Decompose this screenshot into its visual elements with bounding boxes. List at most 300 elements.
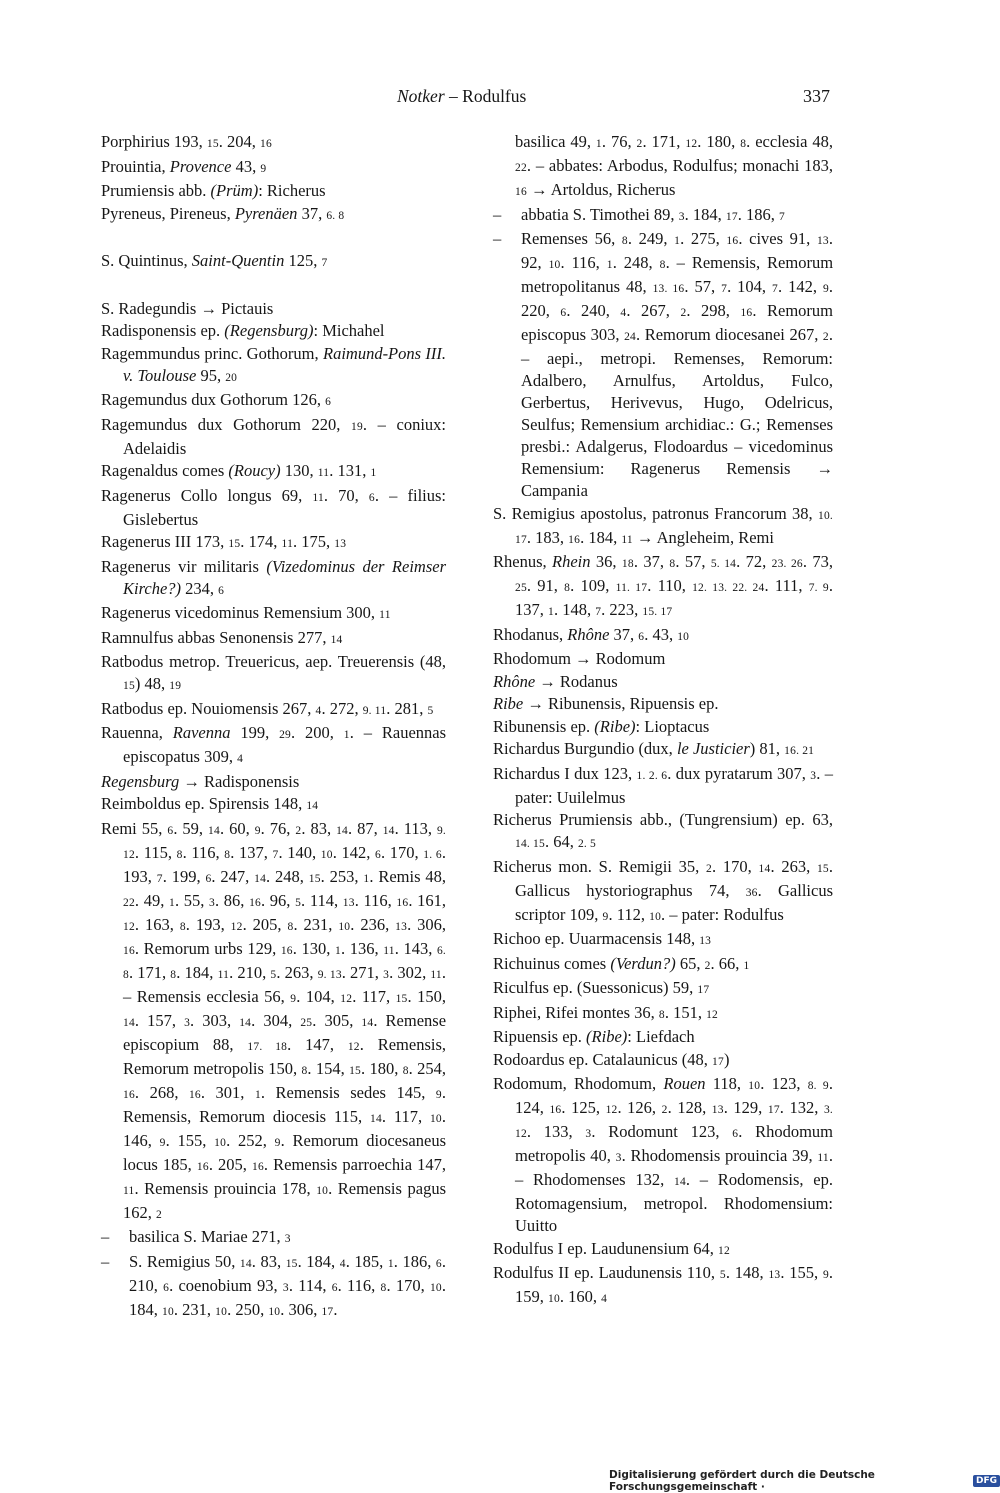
entry-text: Richardus I dux 123, — [493, 763, 637, 783]
line-ref: 11 — [123, 1184, 135, 1197]
line-ref: 11 — [217, 968, 230, 981]
entry-text: . 252, — [226, 1130, 275, 1150]
line-ref: 17 — [767, 1104, 780, 1116]
section-gap — [101, 275, 446, 298]
line-ref: 10 — [214, 1136, 227, 1149]
entry-text: . 263, — [770, 856, 817, 876]
line-ref: 1 — [743, 959, 750, 972]
line-ref: 2 — [661, 1104, 668, 1116]
entry-text: . Remense episcopium 88, — [123, 1010, 447, 1054]
entry-text: . ecclesia 48, — [746, 132, 834, 151]
line-ref: 16. 21 — [784, 745, 815, 757]
entry-text: . 275, — [680, 229, 727, 248]
line-ref: 17 — [712, 1055, 724, 1068]
entry-text: : Liefdach — [627, 1027, 695, 1046]
entry-text: 199, — [230, 723, 280, 742]
line-ref: 25 — [300, 1016, 313, 1029]
index-entry — [101, 156, 446, 180]
entry-text: Ramnulfus abbas Senonensis 277, — [101, 627, 331, 647]
entry-text: . 83, — [251, 1251, 286, 1271]
line-ref: 16 — [260, 138, 272, 150]
entry-text: : Richerus — [258, 181, 326, 200]
line-ref: 18 — [621, 558, 634, 570]
entry-text: . 129, — [723, 1098, 768, 1117]
entry-text: . 125, — [561, 1098, 606, 1117]
line-ref: 14 — [239, 1257, 252, 1270]
line-ref: 9 — [822, 1269, 829, 1281]
line-ref: 2 — [156, 1208, 162, 1221]
subentry-dash: – — [493, 204, 502, 224]
line-ref: 14 — [370, 1112, 382, 1125]
line-ref: 11 — [281, 538, 294, 550]
entry-text: Remi 55, — [101, 818, 168, 838]
line-ref: 1 — [548, 606, 554, 618]
entry-text: Pyreneus, Pireneus, — [101, 203, 235, 223]
entry-text: . 249, — [627, 229, 675, 248]
entry-text: . 142, — [777, 277, 823, 296]
entry-text: . Gallicus hystoriographus 74, — [515, 856, 833, 900]
entry-text: . 130, — [292, 938, 336, 958]
line-ref: 15 — [349, 1064, 362, 1077]
entry-text: Richerus mon. S. Remigii 35, — [493, 856, 707, 876]
entry-text: . 180, — [361, 1058, 403, 1078]
entry-text: . 272, — [321, 698, 363, 718]
line-ref: 7 — [156, 872, 163, 885]
entry-text: . 253, — [320, 866, 364, 886]
entry-text: . 305, — [312, 1010, 362, 1030]
entry-text: . 123, — [760, 1074, 808, 1093]
entry-text: S. Radegundis → Pictauis — [101, 298, 274, 318]
line-ref: 10 — [162, 1305, 174, 1318]
entry-text: . 57, — [675, 552, 711, 571]
line-ref: 2 — [706, 862, 712, 875]
line-ref: 8. 9 — [807, 1080, 829, 1092]
line-ref: 16 — [249, 896, 261, 909]
index-entry — [101, 602, 446, 626]
line-ref: 16 — [568, 533, 581, 546]
index-entry — [493, 856, 833, 928]
line-ref: 8 — [170, 968, 177, 981]
entry-text: . 117, — [381, 1106, 430, 1126]
line-ref: 13 — [342, 896, 355, 909]
line-ref: 4 — [237, 753, 244, 765]
line-ref: 1 — [595, 138, 602, 150]
dfg-logo-icon: DFG — [973, 1475, 1000, 1487]
section-gap — [101, 227, 446, 250]
entry-text: Richerus Prumiensis abb., (Tungrensium) ep. 63, — [493, 810, 833, 829]
entry-text: . 70, — [323, 485, 369, 505]
entry-text: Ripuensis ep. — [493, 1027, 587, 1046]
line-ref: 9 — [822, 283, 829, 295]
modern-name: Pyrenäen — [234, 203, 298, 223]
line-ref: 10 — [649, 910, 662, 923]
line-ref: 13 — [334, 538, 347, 550]
entry-text: . 76, — [260, 818, 296, 838]
entry-text: . 140, — [278, 842, 321, 862]
entry-text: . 96, — [261, 890, 296, 910]
entry-text: . 148, — [725, 1263, 769, 1282]
entry-text: → Ribunensis, Ripuensis ep. — [523, 694, 719, 713]
index-entry — [101, 250, 446, 274]
line-ref: 10 — [268, 1305, 281, 1318]
index-entry — [493, 503, 833, 551]
entry-text: . coenobium 93, — [169, 1275, 283, 1295]
line-ref: 1 — [606, 259, 613, 271]
modern-name: Ravenna — [172, 723, 231, 742]
index-entry — [101, 131, 446, 155]
line-ref: 10 — [429, 1112, 442, 1125]
modern-name: (Roucy) — [228, 461, 281, 480]
entry-text: 37, — [609, 624, 639, 644]
index-entry — [493, 1026, 833, 1048]
page-number: 337 — [803, 86, 830, 106]
index-entry — [101, 793, 446, 817]
entry-text: . 155, — [780, 1263, 823, 1282]
index-entry — [493, 738, 833, 762]
modern-name: Ribe — [493, 694, 524, 713]
entry-text: Reimboldus ep. Spirensis 148, — [101, 794, 307, 813]
entry-text: : Michahel — [313, 321, 385, 340]
line-ref: 6 — [732, 1128, 739, 1140]
entry-text: . 64, — [544, 832, 578, 851]
entry-text: . cives 91, — [738, 229, 817, 248]
line-ref: 2. 5 — [577, 838, 597, 850]
line-ref: 8 — [176, 848, 183, 861]
line-ref: 6 — [560, 307, 567, 319]
entry-text: Ragemundus dux Gothorum 126, — [101, 390, 326, 409]
entry-text: 130, — [280, 461, 318, 480]
entry-text: Ragenerus vicedominus Remensium 300, — [101, 603, 380, 622]
subentry-dash: – — [493, 229, 502, 248]
running-title — [397, 86, 526, 107]
index-entry — [493, 928, 833, 952]
modern-name: Rhône — [493, 671, 536, 691]
modern-name: le Justicier — [676, 739, 750, 758]
entry-text: . 184, — [580, 527, 622, 547]
line-ref: 3 — [282, 1281, 289, 1294]
entry-text: . 220, — [521, 277, 834, 320]
entry-text: 234, — [181, 578, 219, 598]
entry-text: : Lioptacus — [635, 716, 710, 736]
line-ref: 10 — [338, 920, 351, 933]
index-entry — [493, 624, 833, 648]
line-ref: 6 — [368, 491, 375, 504]
line-ref: 29 — [279, 729, 292, 741]
entry-text: ) 48, — [134, 674, 170, 693]
entry-text: . Remorum diocesanei 267, — [636, 325, 823, 344]
line-ref: 14 — [674, 1176, 686, 1188]
line-ref: 9. 11 — [362, 704, 387, 717]
entry-text: . 171, — [128, 962, 171, 982]
entry-text: . 175, — [293, 532, 335, 551]
line-ref: 11 — [383, 944, 395, 957]
line-ref: 15 — [816, 862, 829, 875]
entry-text: . – aepi., metropi. Remenses, Remorum: Adalbero, Arnulfus, Artoldus, Fulco, Gerbertus, Herivevus, Hugo, Odelricus, Seulfus; Remensium archidiac.: G.; Remenses presbi.: Adalgerus, Flodoardus – vicedominus Remensium: Ragenerus Remensis → Campania — [521, 325, 833, 500]
line-ref: 14 — [361, 1016, 374, 1029]
line-ref: 16 — [188, 1088, 201, 1101]
entry-text: Rodulfus II ep. Laudunensis 110, — [493, 1263, 720, 1282]
line-ref: 11 — [621, 533, 633, 546]
entry-text: . – Rodomensis, ep. Rotomagensium, metropol. Rhodomensium: Uuitto — [515, 1170, 833, 1235]
entry-text: . 87, — [347, 818, 383, 838]
entry-text: . 111, — [764, 576, 809, 595]
line-ref: 2 — [822, 331, 829, 343]
entry-text: . 154, — [307, 1058, 350, 1078]
line-ref: 1. 2. 6 — [636, 769, 668, 782]
line-ref: 1 — [343, 729, 350, 741]
index-entry — [493, 551, 833, 623]
entry-text: . 150, — [407, 986, 447, 1006]
entry-text: . – pater: Uuilelmus — [515, 763, 834, 807]
entry-text: 36, — [590, 552, 622, 571]
modern-name: (Vizedominus der Reimser Kirche?) — [123, 556, 446, 598]
entry-text: . 116, — [337, 1275, 381, 1295]
entry-text: Ragenerus III 173, — [101, 532, 229, 551]
entry-text: . 91, — [526, 576, 565, 595]
modern-name: Rhein — [552, 552, 591, 571]
entry-text: . 303, — [190, 1010, 240, 1030]
index-entry — [493, 716, 833, 738]
index-entry — [493, 693, 833, 715]
index-entry — [493, 953, 833, 977]
line-ref: 10 — [548, 259, 561, 271]
line-ref: 8 — [402, 1064, 409, 1077]
entry-text: . 186, — [393, 1251, 436, 1271]
index-entry — [493, 1002, 833, 1026]
entry-text: . 247, — [211, 866, 255, 886]
entry-text: Ragenerus Collo longus 69, — [101, 485, 313, 505]
entry-text: . 131, — [329, 461, 371, 480]
line-ref: 36 — [745, 886, 758, 899]
entry-text: 43, — [231, 156, 261, 176]
index-entry — [101, 460, 446, 484]
line-ref: 9 — [435, 1088, 442, 1101]
entry-text: . 200, — [291, 723, 344, 742]
entry-text: . 114, — [301, 890, 343, 910]
line-ref: 16 — [123, 1088, 135, 1101]
entry-text: . – abbates: Arbodus, Rodulfus; monachi 183, — [526, 156, 833, 175]
entry-text: . 199, — [162, 866, 206, 886]
entry-text: . Rhodomensis prouincia 39, — [621, 1146, 818, 1165]
line-ref: 15 — [123, 680, 135, 692]
line-ref: 2 — [295, 824, 302, 837]
entry-text: Rodoardus ep. Catalaunicus (48, — [493, 1049, 713, 1069]
line-ref: 15 — [206, 138, 219, 150]
running-title-author: Notker — [397, 86, 445, 106]
entry-text: . 304, — [251, 1010, 301, 1030]
line-ref: 22 — [515, 162, 527, 174]
line-ref: 9 — [260, 162, 267, 175]
line-ref: 14 — [123, 1016, 135, 1029]
index-column-left — [101, 131, 446, 1323]
line-ref: 11 — [312, 491, 324, 504]
entry-text: . 184, — [684, 204, 726, 224]
entry-text: . 113, — [394, 818, 437, 838]
entry-text: . – Rauennas episcopatus 309, — [123, 723, 447, 766]
line-ref: 12 — [230, 920, 243, 933]
line-ref: 11 — [817, 1152, 829, 1164]
line-ref: 16 — [726, 235, 739, 247]
entry-text: abbatia S. Timothei 89, — [521, 204, 679, 224]
entry-text: . 302, — [389, 962, 431, 982]
entry-text: S. Quintinus, — [101, 251, 192, 270]
entry-text: Rhodanus, — [493, 624, 568, 644]
line-ref: 8 — [301, 1064, 308, 1077]
entry-text: . 231, — [173, 1299, 216, 1319]
line-ref: 4 — [620, 307, 627, 319]
index-entry — [493, 977, 833, 1001]
entry-text: . 231, — [293, 914, 339, 934]
entry-text: . 43, — [644, 624, 678, 644]
entry-text: . Gallicus scriptor 109, — [515, 880, 833, 924]
entry-text: . – pater: Rodulfus — [661, 904, 784, 924]
entry-text: . 205, — [208, 1154, 253, 1174]
entry-text: . 248, — [612, 253, 660, 272]
entry-text: . 298, — [686, 301, 741, 320]
line-ref: 19 — [351, 420, 363, 433]
index-subentry — [101, 1251, 446, 1323]
entry-text: . 104, — [727, 277, 773, 296]
modern-name: Provence — [169, 156, 232, 176]
line-ref: 15 — [395, 992, 408, 1005]
entry-text: . 60, — [219, 818, 255, 838]
line-ref: 12 — [685, 138, 698, 150]
entry-text: . 250, — [227, 1299, 269, 1319]
entry-text: . 157, — [134, 1010, 185, 1030]
line-ref: 1 — [169, 896, 175, 909]
entry-text: 125, — [284, 251, 322, 270]
line-ref: 16 — [280, 944, 293, 957]
line-ref: 3 — [810, 769, 817, 782]
line-ref: 10 — [677, 630, 690, 643]
line-ref: 15 — [308, 872, 321, 885]
line-ref: 7 — [595, 606, 602, 618]
line-ref: 2 — [636, 138, 643, 150]
entry-text: ) 81, — [749, 739, 785, 758]
entry-text: . 268, — [134, 1082, 189, 1102]
entry-text: . dux pyratarum 307, — [667, 763, 811, 783]
index-entry — [493, 1073, 833, 1237]
line-ref: 14 — [330, 633, 343, 646]
entry-text: . 185, — [345, 1251, 388, 1271]
line-ref: 10 — [429, 1281, 442, 1294]
line-ref: 6 — [218, 584, 225, 597]
line-ref: 8 — [621, 235, 628, 247]
running-title-range: – Rodulfus — [444, 86, 527, 106]
modern-name: (Ribe) — [586, 1027, 628, 1046]
line-ref: 15 — [285, 1257, 298, 1270]
line-ref: 8 — [380, 1281, 387, 1294]
index-entry — [101, 485, 446, 531]
line-ref: 16 — [740, 307, 753, 319]
line-ref: 3. 12 — [515, 1104, 834, 1140]
index-entry — [101, 818, 446, 1226]
entry-text: Ratbodus metrop. Treuericus, aep. Treuerensis (48, — [101, 652, 446, 671]
entry-text: → Artoldus, Richerus — [526, 180, 676, 199]
line-ref: 8 — [564, 582, 571, 594]
line-ref: 9 — [254, 824, 261, 837]
entry-text: . 115, — [134, 842, 177, 862]
entry-text: Ragemundus dux Gothorum 220, — [101, 414, 352, 434]
line-ref: 5. 14 — [710, 558, 737, 570]
line-ref: 6 — [167, 824, 174, 837]
line-ref: 10 — [320, 848, 333, 861]
line-ref: 1 — [674, 235, 681, 247]
entry-text: . Remensis pagus 162, — [123, 1178, 446, 1222]
line-ref: 4 — [315, 704, 322, 717]
line-ref: 6 — [435, 1257, 442, 1270]
line-ref: 7 — [272, 848, 279, 861]
entry-text: . 210, — [129, 1251, 446, 1295]
entry-text: . 73, — [802, 552, 833, 571]
entry-text: . Remensis parroechia 147, — [263, 1154, 446, 1174]
line-ref: 14 — [208, 824, 220, 837]
entry-text: . 110, — [647, 576, 693, 595]
entry-text: 118, — [705, 1074, 749, 1093]
entry-text: . 114, — [288, 1275, 332, 1295]
entry-text: Radisponensis ep. — [101, 321, 225, 340]
line-ref: 6 — [325, 396, 332, 408]
line-ref: 16 — [196, 1160, 209, 1173]
entry-text: . – Remensis ecclesia 56, — [123, 962, 447, 1006]
entry-text: . Remis 48, — [369, 866, 447, 886]
entry-text: . 306, — [407, 914, 447, 934]
modern-name: Raimund-Pons III. v. Toulouse — [123, 343, 446, 385]
entry-text: . 306, — [280, 1299, 322, 1319]
line-ref: 1 — [254, 1088, 261, 1101]
entry-text: . 66, — [710, 953, 744, 973]
index-entry — [493, 648, 833, 670]
line-ref: 11 — [430, 968, 442, 981]
entry-text: . Remensis prouincia 178, — [134, 1178, 317, 1198]
entry-text: . 159, — [515, 1263, 834, 1306]
entry-text: . 72, — [736, 552, 772, 571]
line-ref: 5 — [295, 896, 302, 909]
index-entry — [101, 531, 446, 555]
line-ref: 14 — [382, 824, 395, 837]
entry-text: Rodomum, Rhodomum, — [493, 1074, 664, 1093]
entry-text: Ribunensis ep. — [493, 716, 595, 736]
entry-text: → Rodanus — [535, 671, 618, 691]
entry-text: . 183, — [526, 527, 569, 547]
line-ref: 2 — [680, 307, 687, 319]
entry-text: . 193, — [185, 914, 231, 934]
entry-text: Richoo ep. Uuarmacensis 148, — [493, 929, 700, 948]
entry-text: . 174, — [240, 532, 282, 551]
entry-text: . — [333, 1299, 338, 1319]
line-ref: 6 — [375, 848, 381, 861]
index-entry — [101, 180, 446, 202]
entry-text: Ratbodus ep. Nouiomensis 267, — [101, 698, 316, 718]
entry-text: Rhodomum → Rodomum — [493, 649, 666, 668]
line-ref: 11 — [317, 467, 330, 479]
entry-text: → Radisponensis — [179, 771, 300, 791]
line-ref: 3 — [678, 210, 685, 223]
line-ref: 15 — [228, 538, 241, 550]
line-ref: 20 — [225, 371, 238, 384]
line-ref: 24 — [624, 331, 636, 343]
entry-text: . 124, — [515, 1074, 833, 1117]
line-ref: 13 — [699, 935, 712, 947]
entry-text: . Remorum episcopus 303, — [521, 301, 834, 344]
line-ref: 8 — [179, 920, 186, 933]
line-ref: 7 — [772, 283, 778, 295]
entry-text: . 180, — [697, 132, 741, 151]
line-ref: 13 — [768, 1269, 781, 1281]
entry-text: . 117, — [352, 986, 396, 1006]
entry-text: . 55, — [174, 890, 210, 910]
line-ref: 16 — [252, 1160, 264, 1173]
